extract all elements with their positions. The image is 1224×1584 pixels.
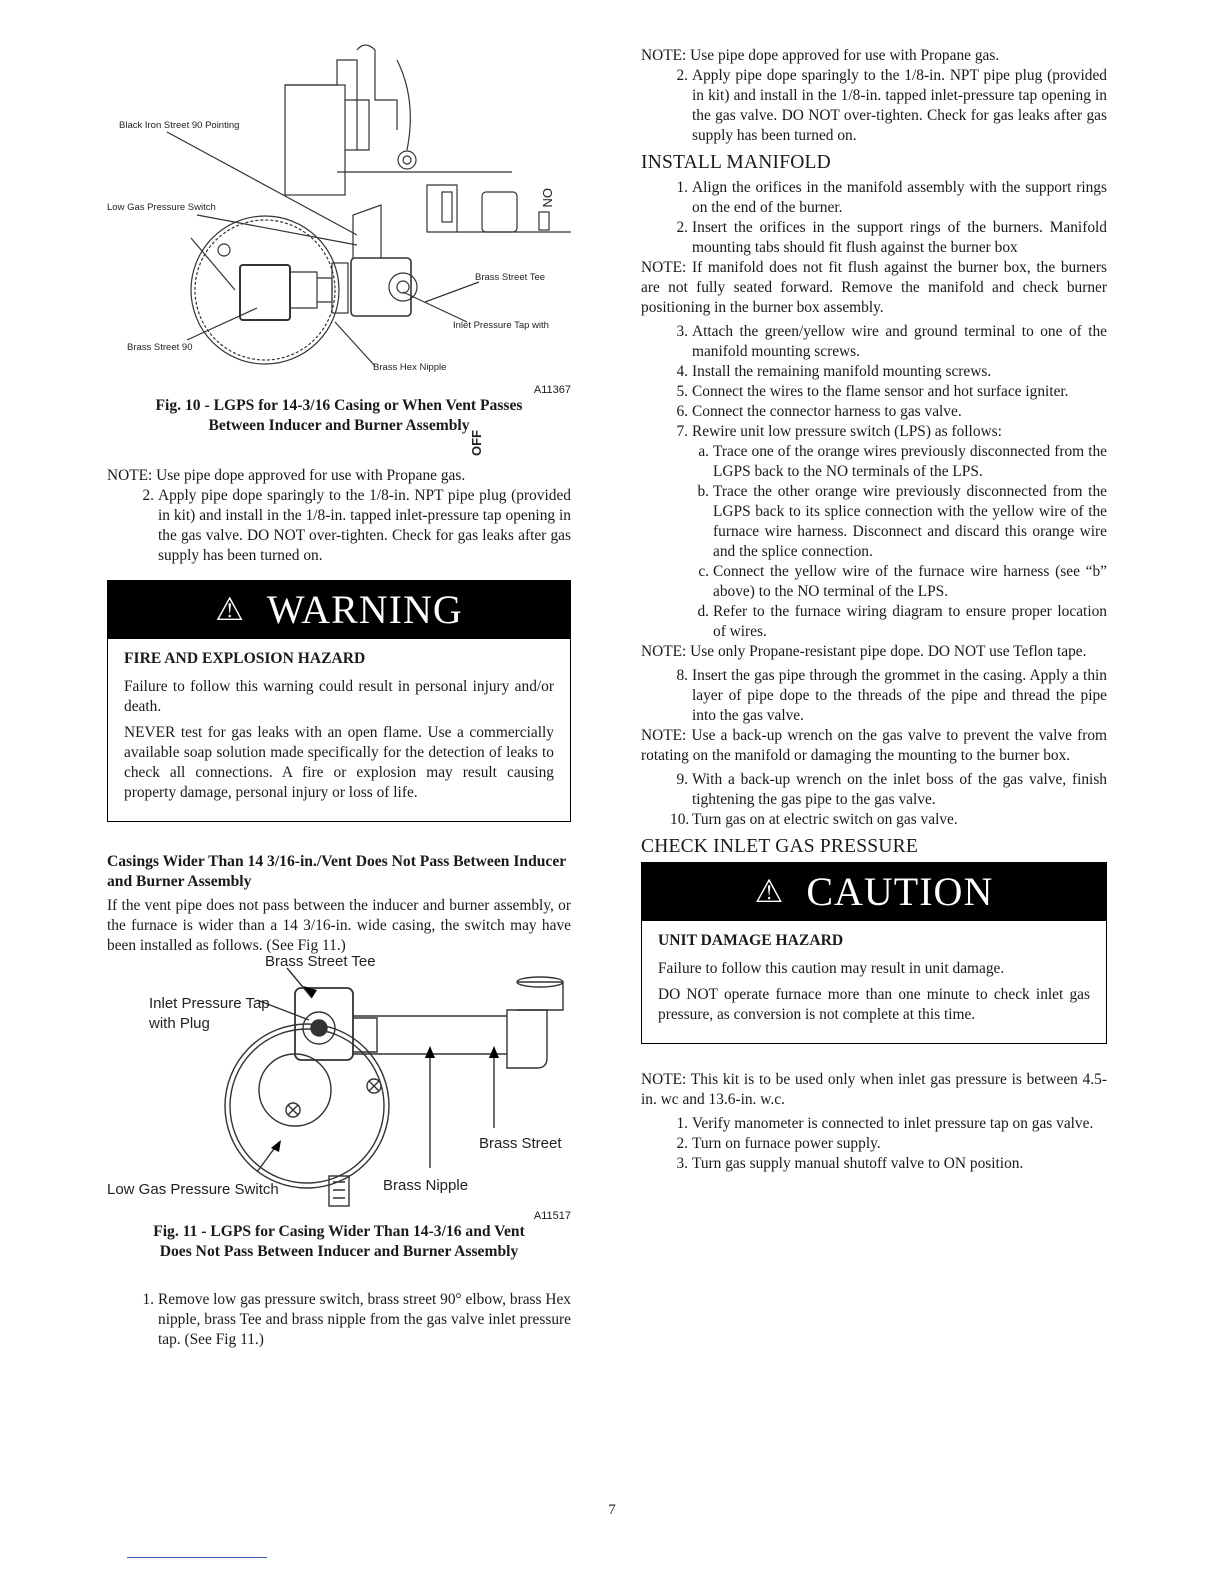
heading-check-inlet: CHECK INLET GAS PRESSURE <box>641 836 918 857</box>
right-column <box>641 46 1107 1174</box>
left-column <box>107 40 571 1350</box>
fig10-off-label: OFF <box>469 430 484 456</box>
caution-p1: Failure to follow this caution may result in unit damage. <box>658 960 1005 977</box>
list-item: 7. Rewire unit low pressure switch (LPS) as follows: <box>676 423 1002 440</box>
list-item: 4. Install the remaining manifold mounting screws. <box>676 363 992 380</box>
fig10-label-black-iron: Black Iron Street 90 Pointing <box>119 120 240 131</box>
fig10-caption <box>107 396 571 436</box>
left-note <box>107 466 571 486</box>
list-item: 3. Turn gas supply manual shutoff valve to ON position. <box>676 1155 1024 1172</box>
note-text: : Use pipe dope approved for use with Propane gas. <box>682 47 1000 64</box>
right-steps-a <box>641 66 1107 146</box>
fig11-label-street: Brass Street <box>479 1135 562 1152</box>
fig10-label-inlet-tap: Inlet Pressure Tap with <box>453 320 549 331</box>
warning-title: WARNING <box>266 587 463 632</box>
right-note-4: NOTE: Use a back-up wrench on the gas valve to prevent the valve from rotating on the manifold or damaging the mounting to the burner box. <box>641 727 1107 764</box>
warning-triangle-icon: ⚠ <box>215 591 245 627</box>
list-item: c. Connect the yellow wire of the furnace wire harness (see “b” above) to the NO terminal of the LPS. <box>698 563 1107 600</box>
fig10-code: A11367 <box>533 384 571 396</box>
step-text: Apply pipe dope sparingly to the 1/8-in. NPT pipe plug (provided in kit) and install in the 1/8-in. tapped inlet-pressure tap opening in the gas valve. DO NOT over-tighten. Check for gas leaks after gas supply has been turned on. <box>158 487 571 564</box>
footer-rule <box>127 1557 267 1558</box>
list-item: 1. Align the orifices in the manifold assembly with the support rings on the end of the burner. <box>676 179 1107 216</box>
fig11-label-lgps: Low Gas Pressure Switch <box>107 1181 279 1198</box>
list-item: 2. Apply pipe dope sparingly to the 1/8-in. NPT pipe plug (provided in kit) and install in the 1/8-in. tapped inlet-pressure tap opening in the gas valve. DO NOT over-tighten. Check for gas leaks after gas supply has been turned on. <box>676 67 1107 144</box>
right-note-5: NOTE: This kit is to be used only when inlet gas pressure is between 4.5-in. wc and 13.6-in. w.c. <box>641 1071 1107 1108</box>
warning-banner <box>108 581 570 639</box>
fig11-caption-line2: Does Not Pass Between Inducer and Burner Assembly <box>159 1243 519 1260</box>
manifold-steps-1 <box>641 178 1107 258</box>
manifold-substeps <box>641 442 1107 642</box>
step-text: Remove low gas pressure switch, brass street 90° elbow, brass Hex nipple, brass Tee and brass nipple from the gas valve inlet pressure tap. (See Fig 11.) <box>158 1291 571 1348</box>
step-text: Apply pipe dope sparingly to the 1/8-in. NPT pipe plug (provided in kit) and install in the 1/8-in. tapped inlet-pressure tap opening in the gas valve. DO NOT over-tighten. Check for gas leaks after gas supply has been turned on. <box>692 67 1107 144</box>
fig11-code: A11517 <box>533 1210 571 1222</box>
list-item: 5. Connect the wires to the flame sensor and hot surface igniter. <box>676 383 1069 400</box>
warning-p1: Failure to follow this warning could result in personal injury and/or death. <box>124 678 554 715</box>
fig11-label-nipple: Brass Nipple <box>383 1177 469 1194</box>
manifold-steps-3 <box>641 666 1107 726</box>
fig11-label-tap2: with Plug <box>149 1015 210 1032</box>
left-steps-b <box>107 1290 571 1350</box>
list-item: 6. Connect the connector harness to gas valve. <box>676 403 962 420</box>
fig11-label-tap1: Inlet Pressure Tap <box>149 995 270 1012</box>
fig10-caption-line2: Between Inducer and Burner Assembly <box>208 417 470 434</box>
list-item: 3. Attach the green/yellow wire and ground terminal to one of the manifold mounting screws. <box>676 323 1107 360</box>
note-text: : Use pipe dope approved for use with Propane gas. <box>148 467 466 484</box>
warning-body <box>108 639 570 821</box>
list-item: 8. Insert the gas pipe through the grommet in the casing. Apply a thin layer of pipe dope to the threads of the pipe and thread the pipe into the gas valve. <box>676 667 1107 724</box>
caution-body <box>642 921 1106 1043</box>
note-label: NOTE <box>641 47 683 64</box>
caution-hazard: UNIT DAMAGE HAZARD <box>658 932 844 949</box>
list-item: a. Trace one of the orange wires previously disconnected from the LGPS back to the NO terminals of the LPS. <box>698 443 1107 480</box>
fig10-label-hex-nipple: Brass Hex Nipple <box>373 362 447 373</box>
fig10-label-brass-tee: Brass Street Tee <box>475 272 546 283</box>
list-item: 9. With a back-up wrench on the inlet boss of the gas valve, finish tightening the gas pipe to the gas valve. <box>676 771 1107 808</box>
warning-box <box>107 580 571 822</box>
left-steps-a <box>107 486 571 566</box>
list-item: 2. Turn on furnace power supply. <box>676 1135 881 1152</box>
fig11-label-tee: Brass Street Tee <box>265 953 376 970</box>
caution-title: CAUTION <box>806 869 994 914</box>
figure-11-diagram <box>107 953 571 1210</box>
manifold-steps-4 <box>641 770 1107 830</box>
subheading: Casings Wider Than 14 3/16-in./Vent Does Not Pass Between Inducer and Burner Assembly <box>107 853 566 890</box>
figure-11 <box>107 953 571 1210</box>
fig11-caption <box>107 1222 571 1262</box>
note-label: NOTE <box>107 467 149 484</box>
fig10-caption-line1: Fig. 10 - LGPS for 14-3/16 Casing or When Vent Passes <box>155 397 523 414</box>
list-item: 10. Turn gas on at electric switch on gas valve. <box>670 811 958 828</box>
warning-hazard: FIRE AND EXPLOSION HAZARD <box>124 650 366 667</box>
caution-banner <box>642 863 1106 921</box>
warning-p2: NEVER test for gas leaks with an open flame. Use a commercially available soap solution made specifically for the detection of leaks to check all connections. A fire or explosion may result causing property damage, personal injury or loss of life. <box>124 724 554 801</box>
manifold-steps-2 <box>641 322 1107 442</box>
fig11-caption-line1: Fig. 11 - LGPS for Casing Wider Than 14-3/16 and Vent <box>153 1223 525 1240</box>
page-number: 7 <box>608 1502 616 1518</box>
check-steps <box>641 1114 1107 1174</box>
caution-box <box>641 862 1107 1044</box>
caution-p2: DO NOT operate furnace more than one minute to check inlet gas pressure, as conversion is not complete at this time. <box>658 986 1090 1023</box>
fig10-label-brass-street-90: Brass Street 90 <box>127 342 193 353</box>
list-item: b. Trace the other orange wire previously disconnected from the LGPS back to its splice connection with the yellow wire of the furnace wire harness. Disconnect and discard this orange wire and the splice connection. <box>697 483 1107 560</box>
heading-install-manifold: INSTALL MANIFOLD <box>641 152 831 173</box>
caution-triangle-icon: ⚠ <box>754 873 785 909</box>
fig10-on-label: ON <box>540 188 555 208</box>
right-note-2: NOTE: If manifold does not fit flush against the burner box, the burners are not fully seated forward. Remove the manifold and check burner positioning in the burner box assembly. <box>641 259 1107 316</box>
fig10-label-lgps: Low Gas Pressure Switch <box>107 202 216 213</box>
list-item: 2. Apply pipe dope sparingly to the 1/8-in. NPT pipe plug (provided in kit) and install in the 1/8-in. tapped inlet-pressure tap opening in the gas valve. DO NOT over-tighten. Check for gas leaks after gas supply has been turned on. <box>142 487 571 564</box>
list-item: 1. Verify manometer is connected to inlet pressure tap on gas valve. <box>676 1115 1094 1132</box>
right-note-3: NOTE: Use only Propane-resistant pipe dope. DO NOT use Teflon tape. <box>641 643 1087 660</box>
list-item: 2. Insert the orifices in the support rings of the burners. Manifold mounting tabs should fit flush against the burner box <box>676 219 1107 256</box>
list-item: d. Refer to the furnace wiring diagram to ensure proper location of wires. <box>697 603 1107 640</box>
subheading-paragraph: If the vent pipe does not pass between the inducer and burner assembly, or the furnace is wider than a 14 3/16-in. wide casing, the switch may have been installed as follows. (See Fig 11.) <box>107 897 571 954</box>
list-item: 1. Remove low gas pressure switch, brass street 90° elbow, brass Hex nipple, brass Tee and brass nipple from the gas valve inlet pressure tap. (See Fig 11.) <box>142 1291 571 1348</box>
right-note-1 <box>641 46 1107 66</box>
